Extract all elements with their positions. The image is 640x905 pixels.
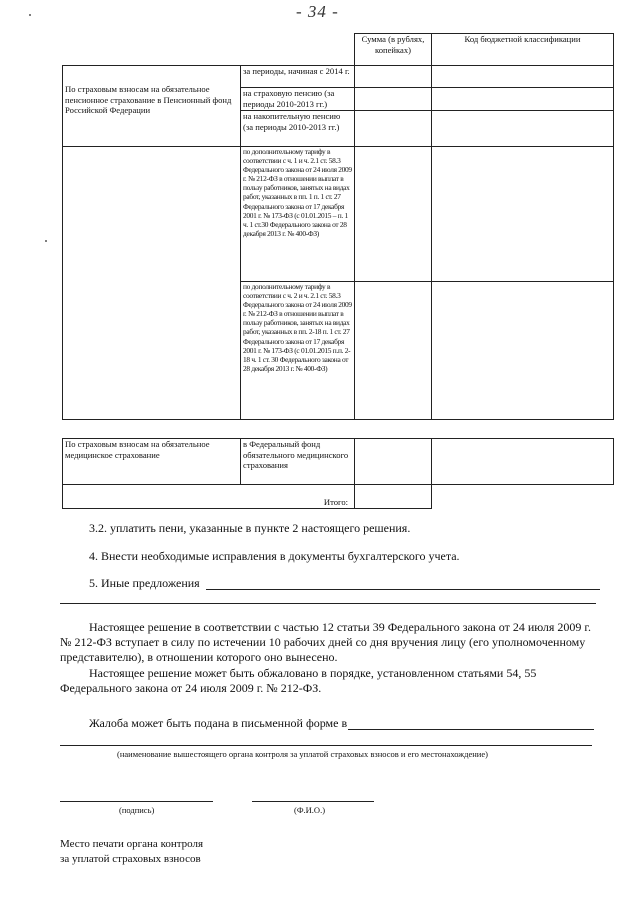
header-code: Код бюджетной классификации <box>432 34 614 66</box>
cell-code-funded <box>432 111 614 147</box>
signature-caption: (подпись) <box>119 805 155 815</box>
medical-fund-label: в Федеральный фонд обязательного медицинского страхования <box>241 439 355 485</box>
item-5-line-2 <box>60 603 596 604</box>
medical-table <box>62 438 614 509</box>
authority-line <box>60 745 592 746</box>
para2-line2: Федерального закона от 24 июля 2009 г. № 212-ФЗ. <box>60 681 322 695</box>
stamp-line2: за уплатой страховых взносов <box>60 853 201 865</box>
row-funded-label: на накопительную пенсию (за периоды 2010-2013 гг.) <box>241 111 355 147</box>
authority-caption: (наименование вышестоящего органа контроля за уплатой страховых взносов и его местонахождение) <box>117 749 488 759</box>
page-number: - 34 - <box>296 2 339 21</box>
para1-line2: № 212-ФЗ вступает в силу по истечении 10 рабочих дней со дня вручения лицу (его уполномоченному <box>60 635 586 649</box>
row-insurance-label: на страховую пенсию (за периоды 2010-2013 гг.) <box>241 88 355 111</box>
tariff-group-empty <box>63 147 241 420</box>
row-tariff1-label: по дополнительному тарифу в соответствии с ч. 1 и ч. 2.1 ст. 58.3 Федерального закона от 24 июля 2009 г. № 212-ФЗ в отношении выплат в пользу работников, занятых на видах работ, указанных в пп. 1 п. 1 ст. 27 Федерального закона от 17 декабря 2001 г. № 173-ФЗ (с 01.01.2015 – п. 1 ч. 1 ст.30 Федерального закона от 28 декабря 2013 г. № 400-ФЗ) <box>241 147 355 282</box>
cell-sum-tariff2 <box>355 282 432 420</box>
item-3-2: 3.2. уплатить пени, указанные в пункте 2 настоящего решения. <box>89 521 411 535</box>
pension-label: По страховым взносам на обязательное пенсионное страхование в Пенсионный фонд Российской Федерации <box>63 66 241 147</box>
cell-sum-medical <box>355 439 432 485</box>
complaint-label: Жалоба может быть подана в письменной форме в <box>89 716 348 730</box>
cell-sum-total <box>355 485 432 509</box>
para2-line1: Настоящее решение может быть обжаловано в порядке, установленном статьями 54, 55 <box>89 666 537 680</box>
cell-code-insurance <box>432 88 614 111</box>
para1-line3: представителю), в отношении которого оно вынесено. <box>60 650 338 664</box>
item-5-line <box>206 589 600 590</box>
fio-line <box>252 801 374 802</box>
row-periods-label: за периоды, начиная с 2014 г. <box>241 66 355 88</box>
cell-code-periods <box>432 66 614 88</box>
header-sum: Сумма (в рублях, копейках) <box>355 34 432 66</box>
contributions-table <box>62 33 614 420</box>
para1-line1: Настоящее решение в соответствии с частью 12 статьи 39 Федерального закона от 24 июля 2009 г. <box>89 620 591 634</box>
cell-sum-insurance <box>355 88 432 111</box>
scan-speck <box>45 240 47 242</box>
medical-label: По страховым взносам на обязательное медицинское страхование <box>63 439 241 485</box>
cell-sum-tariff1 <box>355 147 432 282</box>
cell-code-tariff1 <box>432 147 614 282</box>
row-tariff2-label: по дополнительному тарифу в соответствии с ч. 2 и ч. 2.1 ст. 58.3 Федерального закона от 24 июля 2009 г. № 212-ФЗ в отношении выплат в пользу работников, занятых на видах работ, указанных в пп. 2-18 п. 1 ст. 27 Федерального закона от 17 декабря 2001 г. № 173-ФЗ (с 01.01.2015 п.п. 2-18 ч. 1 ст. 30 Федерального закона от 28 декабря 2013 г. № 400-ФЗ) <box>241 282 355 420</box>
item-5-label: 5. Иные предложения <box>89 576 200 590</box>
cell-code-tariff2 <box>432 282 614 420</box>
item-4: 4. Внести необходимые исправления в документы бухгалтерского учета. <box>89 549 460 563</box>
total-label: Итого: <box>63 485 355 509</box>
fio-caption: (Ф.И.О.) <box>294 805 326 815</box>
cell-code-medical <box>432 439 614 485</box>
cell-sum-funded <box>355 111 432 147</box>
complaint-line <box>348 729 594 730</box>
scan-speck <box>29 14 31 16</box>
cell-sum-periods <box>355 66 432 88</box>
stamp-line1: Место печати органа контроля <box>60 838 204 850</box>
signature-line <box>60 801 213 802</box>
